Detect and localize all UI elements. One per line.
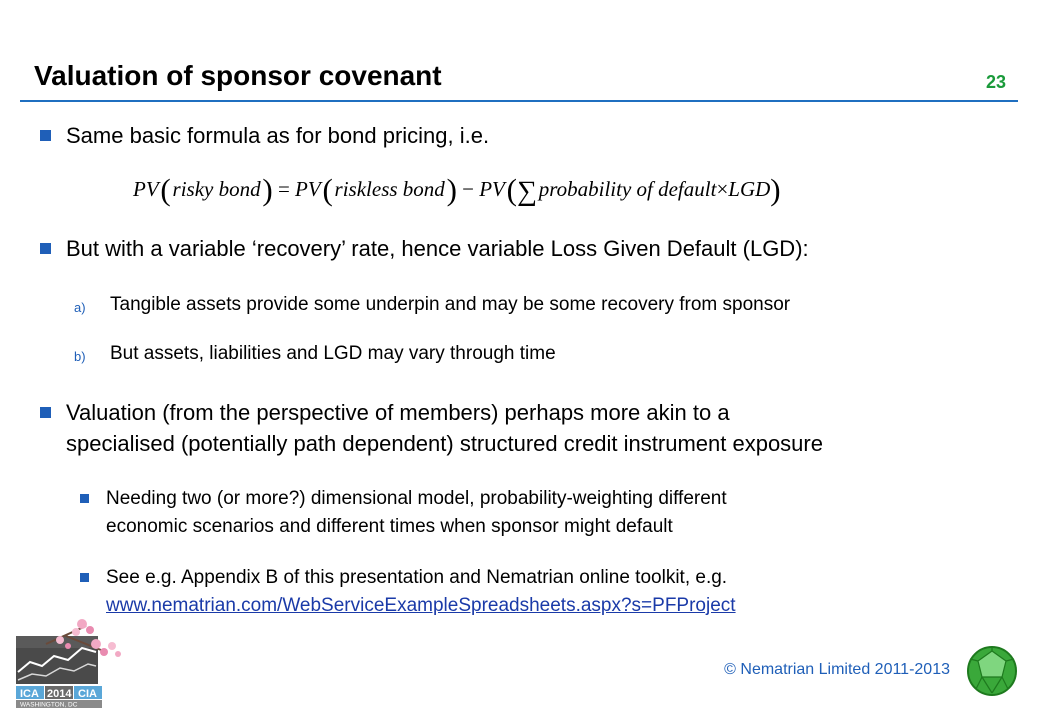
sub-item-marker: b) [74,349,86,364]
copyright-footer: © Nematrian Limited 2011-2013 [724,661,950,678]
pricing-formula: PV ( risky bond ) = PV ( riskless bond ) − PV (∑ probability of default×LGD) [133,172,781,207]
bullet-2-text: But with a variable ‘recovery’ rate, hence variable Loss Given Default (LGD): [66,236,809,261]
nematrian-logo [966,645,1018,702]
svg-text:2014: 2014 [47,688,72,700]
slide-title: Valuation of sponsor covenant [34,60,442,91]
bullet-square [40,130,51,141]
sub-bullet-1-line-2: economic scenarios and different times when sponsor might default [106,516,673,537]
svg-text:WASHINGTON, DC: WASHINGTON, DC [20,701,78,708]
bullet-1-text: Same basic formula as for bond pricing, i.e. [66,123,490,148]
slide-number: 23 [985,72,1006,92]
sub-bullet-square [80,573,89,582]
bullet-square [40,407,51,418]
green-polyhedron-icon [966,645,1018,697]
sub-item-a-text: Tangible assets provide some underpin and may be some recovery from sponsor [110,294,791,315]
conference-logo-graphic [16,616,126,708]
svg-text:ICA: ICA [20,688,39,700]
nematrian-toolkit-link[interactable]: www.nematrian.com/WebServiceExampleSpreadsheets.aspx?s=PFProject [106,595,736,616]
svg-text:CIA: CIA [78,688,97,700]
bullet-3-line-2: specialised (potentially path dependent) structured credit instrument exposure [66,431,823,456]
bullet-3-line-1: Valuation (from the perspective of members) perhaps more akin to a [66,400,730,425]
bullet-square [40,243,51,254]
title-rule [20,100,1018,102]
sub-bullet-1-line-1: Needing two (or more?) dimensional model, probability-weighting different [106,488,727,509]
sub-bullet-2-line-1: See e.g. Appendix B of this presentation and Nematrian online toolkit, e.g. [106,567,728,588]
sub-item-b-text: But assets, liabilities and LGD may vary through time [110,343,556,364]
sub-item-marker: a) [74,300,86,315]
ica-2014-logo [16,616,126,713]
sub-bullet-square [80,494,89,503]
